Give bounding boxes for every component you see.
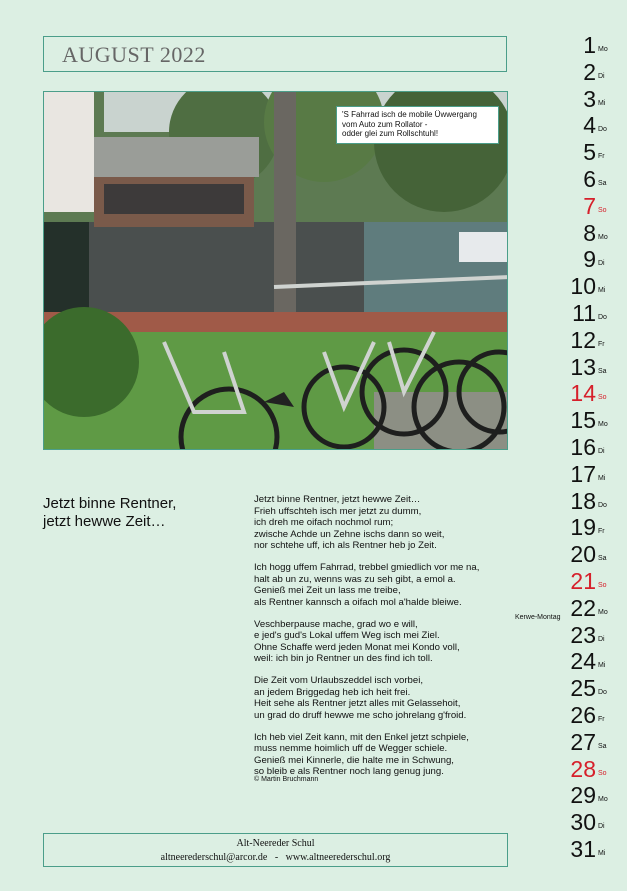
day-number: 10 (570, 273, 596, 300)
calendar-day (560, 675, 627, 702)
poem-line: Frieh uffschteh isch mer jetzt zu dumm, (254, 505, 422, 517)
calendar-day (560, 782, 627, 809)
poem-line: Heit sehe als Rentner jetzt alles mit Gelassehoit, (254, 698, 461, 709)
day-number: 17 (570, 460, 596, 487)
calendar-day (560, 622, 627, 649)
poem-text (254, 494, 516, 788)
day-number: 7 (583, 192, 596, 219)
poem-stanza (254, 619, 516, 665)
day-number: 4 (583, 112, 596, 139)
calendar-day (560, 434, 627, 461)
calendar-day (560, 809, 627, 836)
weekday-abbr: So (598, 206, 607, 214)
footer-website[interactable]: www.altneerederschul.org (285, 852, 391, 863)
poem-line: Genieß mei Kinnerle, die halte me in Schwung, (254, 754, 454, 766)
calendar-day (560, 166, 627, 193)
calendar-day (560, 595, 627, 622)
weekday-abbr: Di (598, 448, 605, 455)
poem-line: nor schtehe uff, ich als Rentner heb jo Zeit. (254, 540, 437, 551)
weekday-abbr: Mo (598, 421, 608, 429)
poem-line: an jedem Briggedag heb ich heit frei. (254, 686, 411, 698)
day-number: 13 (570, 353, 596, 380)
calendar-day (560, 702, 627, 729)
poem-line: Ich heb viel Zeit kann, mit den Enkel jetzt schpiele, (254, 731, 469, 743)
poem-line: Veschberpause mache, grad wo e will, (254, 618, 418, 630)
calendar-day (560, 32, 627, 59)
day-number: 24 (570, 648, 596, 675)
weekday-abbr: Do (598, 689, 607, 697)
weekday-abbr: Do (598, 501, 607, 509)
weekday-abbr: Di (598, 72, 605, 80)
weekday-abbr: Sa (598, 742, 607, 750)
weekday-abbr: Mi (598, 662, 606, 670)
holiday-note: Kerwe-Montag (515, 614, 561, 621)
weekday-abbr: Fr (598, 153, 605, 161)
day-number: 11 (572, 300, 596, 326)
calendar-day (560, 488, 627, 515)
day-number: 31 (570, 836, 596, 862)
weekday-abbr: Mi (598, 287, 606, 295)
poem-title-line: Jetzt binne Rentner, (43, 495, 177, 512)
poem-line: un grad do druff hewwe me scho johrelang g'froid. (254, 709, 467, 721)
day-number: 21 (570, 568, 596, 594)
calendar-day (560, 300, 627, 327)
poem-stanza (254, 732, 516, 778)
footer-box (43, 833, 508, 867)
weekday-abbr: Mi (598, 850, 606, 857)
calendar-day (560, 836, 627, 863)
calendar-day (560, 86, 627, 113)
calendar-day (560, 193, 627, 220)
calendar-day (560, 112, 627, 139)
speech-bubble (336, 106, 499, 144)
weekday-abbr: Sa (598, 367, 607, 375)
month-title: AUGUST 2022 (62, 42, 206, 67)
calendar-day (560, 568, 627, 595)
weekday-abbr: Sa (598, 180, 607, 187)
day-number: 18 (570, 487, 596, 514)
poem-line: e jed's gud's Lokal uffem Weg isch mei Ziel. (254, 630, 440, 641)
calendar-day (560, 407, 627, 434)
calendar-day (560, 756, 627, 783)
day-number: 9 (583, 246, 596, 273)
weekday-abbr: Di (598, 260, 605, 268)
weekday-abbr: Di (598, 635, 605, 643)
calendar-day (560, 461, 627, 488)
speech-bubble-line: 'S Fahrrad isch de mobile Üwwergang (342, 110, 477, 119)
weekday-abbr: Mo (598, 608, 608, 616)
calendar-day (560, 220, 627, 247)
day-number: 5 (583, 139, 596, 166)
day-number: 14 (570, 380, 596, 407)
poem-line: als Rentner kannsch a oifach mol a'halde bleiwe. (254, 596, 462, 608)
calendar-day (560, 59, 627, 86)
poem-line: so bleib e als Rentner noch lang genug jung. (254, 766, 444, 777)
poem-line: zwische Achde un Zehne ischs dann so weit, (254, 528, 445, 540)
calendar-day (560, 327, 627, 354)
poem-line: weil: ich bin jo Rentner un des find ich toll. (254, 653, 433, 664)
day-number: 30 (570, 809, 596, 836)
poem-stanza (254, 494, 516, 552)
footer-email[interactable]: altneerederschul@arcor.de (160, 852, 268, 863)
weekday-abbr: Mi (598, 474, 606, 482)
weekday-abbr: So (598, 582, 607, 589)
weekday-abbr: Do (598, 126, 607, 134)
weekday-abbr: Mo (598, 46, 608, 53)
poem-line: Jetzt binne Rentner, jetzt hewwe Zeit… (254, 494, 421, 505)
day-number: 23 (570, 621, 596, 648)
poem-line: Ohne Schaffe werd jeden Monat mei Kondo voll, (254, 641, 460, 653)
weekday-abbr: Mo (598, 233, 608, 241)
weekday-abbr: So (598, 769, 607, 777)
weekday-abbr: So (598, 394, 607, 402)
weekday-abbr: Do (598, 314, 607, 321)
day-number: 1 (583, 32, 596, 58)
day-number: 28 (570, 755, 596, 782)
day-number: 12 (570, 326, 596, 353)
calendar-day (560, 514, 627, 541)
day-number: 8 (583, 219, 596, 246)
day-number: 20 (570, 541, 596, 568)
calendar-day (560, 139, 627, 166)
weekday-abbr: Fr (598, 528, 605, 536)
day-number: 6 (583, 166, 596, 192)
day-number: 3 (583, 85, 596, 112)
calendar-day (560, 648, 627, 675)
calendar-day (560, 380, 627, 407)
day-number: 27 (570, 728, 596, 755)
speech-bubble-line: vom Auto zum Rollator - (342, 119, 428, 129)
weekday-abbr: Fr (598, 340, 605, 348)
weekday-abbr: Sa (598, 555, 607, 563)
calendar-photo (43, 91, 508, 450)
poem-title-line: jetzt hewwe Zeit… (43, 513, 166, 530)
poem-line: ich dreh me oifach nochmol rum; (254, 517, 394, 528)
day-number: 16 (570, 434, 596, 460)
calendar-day (560, 246, 627, 273)
poem-line: Die Zeit vom Urlaubszeddel isch vorbei, (254, 675, 424, 686)
day-number: 15 (570, 407, 596, 434)
copyright: © Martin Bruchmann (254, 776, 319, 783)
weekday-abbr: Di (598, 823, 605, 831)
poem-line: Ich hogg uffem Fahrrad, trebbel gmiedlich vor me na, (254, 562, 480, 573)
poem-title (43, 495, 176, 531)
day-number: 22 (570, 594, 596, 621)
calendar-day (560, 354, 627, 381)
month-header (43, 36, 507, 72)
poem-line: muss nemme hoimlich uff de Wegger schiele. (254, 743, 448, 754)
bicycles-photo-illustration (44, 92, 508, 450)
speech-bubble-line: odder glei zum Rollschtuhl! (342, 129, 439, 138)
weekday-abbr: Fr (598, 716, 605, 723)
calendar-day (560, 729, 627, 756)
calendar-day (560, 273, 627, 300)
day-number: 19 (570, 514, 596, 541)
day-number: 25 (570, 675, 596, 702)
footer-name: Alt-Neereder Schul (236, 838, 315, 849)
poem-line: Genieß mei Zeit un lass me treibe, (254, 585, 401, 596)
day-number: 26 (570, 702, 596, 728)
day-number: 2 (583, 58, 596, 85)
day-number: 29 (570, 782, 596, 809)
poem-stanza (254, 675, 516, 721)
calendar-day (560, 541, 627, 568)
weekday-abbr: Mo (598, 796, 608, 804)
poem-line: halt ab un zu, wenns was zu seh gibt, a emol a. (254, 573, 456, 585)
footer-separator: - (274, 852, 279, 863)
weekday-abbr: Mi (598, 99, 606, 107)
footer-contact (44, 851, 507, 865)
poem-stanza (254, 562, 516, 608)
